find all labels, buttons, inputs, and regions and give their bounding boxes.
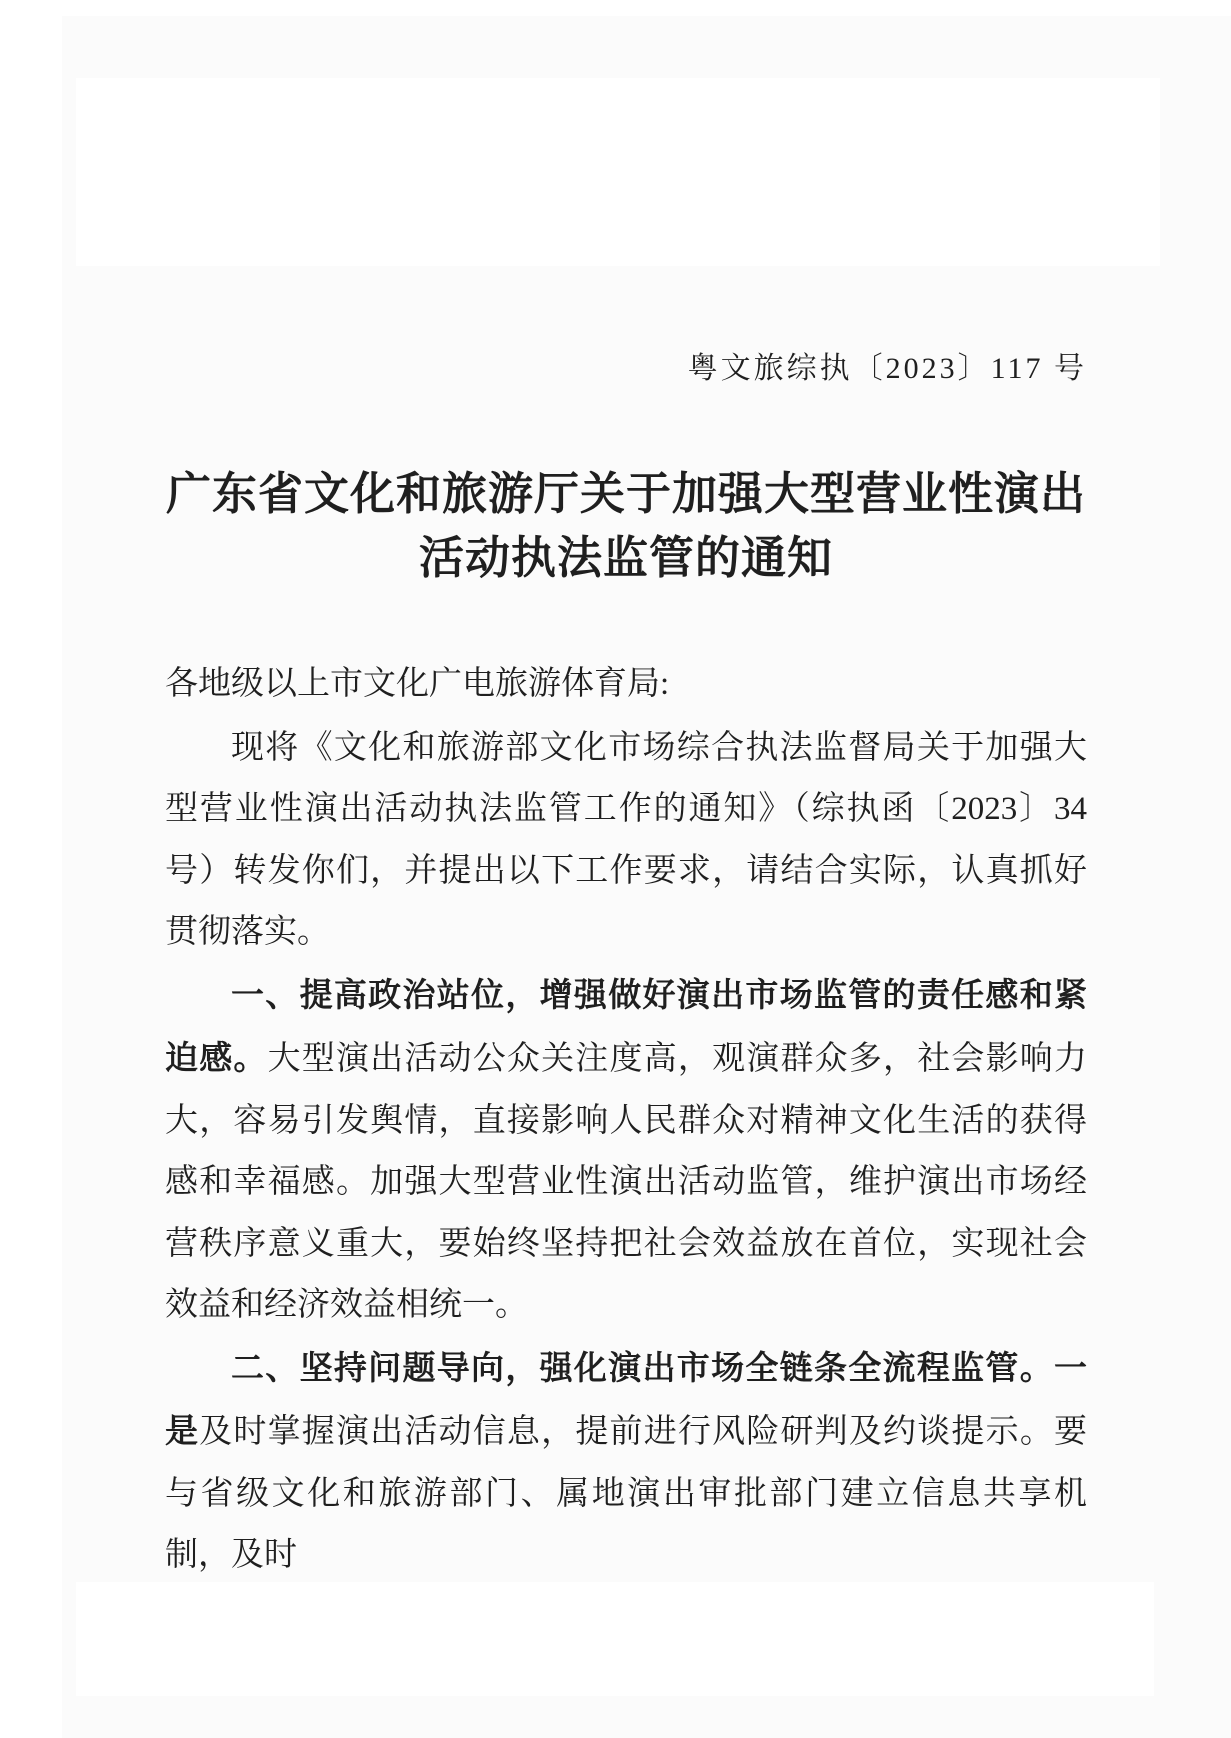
salutation: 各地级以上市文化广电旅游体育局: xyxy=(165,666,670,702)
paragraph-1-text: 现将《文化和旅游部文化市场综合执法监督局关于加强大型营业性演出活动执法监管工作的通知》（综执函〔2023〕34 号）转发你们，并提出以下工作要求，请结合实际，认真抓好贯彻落实。 xyxy=(165,729,1087,950)
document-title xyxy=(165,462,1087,590)
document-title-line1: 广东省文化和旅游厅关于加强大型营业性演出 xyxy=(165,469,1086,519)
paragraph-3-lead: 二、坚持问题导向，强化演出市场全链条全流程监管。一是 xyxy=(165,1348,1087,1449)
paragraph-2-lead: 一、提高政治站位，增强做好演出市场监管的责任感和紧迫感。 xyxy=(165,975,1087,1076)
document-title-line2: 活动执法监管的通知 xyxy=(418,533,833,583)
doc-number: 粤文旅综执〔2023〕117 号 xyxy=(687,352,1087,385)
document-text xyxy=(165,654,1087,1587)
paragraph-3-text: 及时掌握演出活动信息，提前进行风险研判及约谈提示。要与省级文化和旅游部门、属地演出审批部门建立信息共享机制，及时 xyxy=(165,1414,1088,1573)
paragraph-2-text: 大型演出活动公众关注度高，观演群众多，社会影响力大，容易引发舆情，直接影响人民群众对精神文化生活的获得感和幸福感。加强大型营业性演出活动监管，维护演出市场经营秩序意义重大，要始终坚持把社会效益放在首位，实现社会效益和经济效益相统一。 xyxy=(165,1041,1088,1323)
document-body-column xyxy=(165,0,1087,1738)
paragraph-3 xyxy=(165,1337,1087,1587)
paragraph-1 xyxy=(165,716,1087,964)
paragraph-2 xyxy=(165,964,1087,1337)
